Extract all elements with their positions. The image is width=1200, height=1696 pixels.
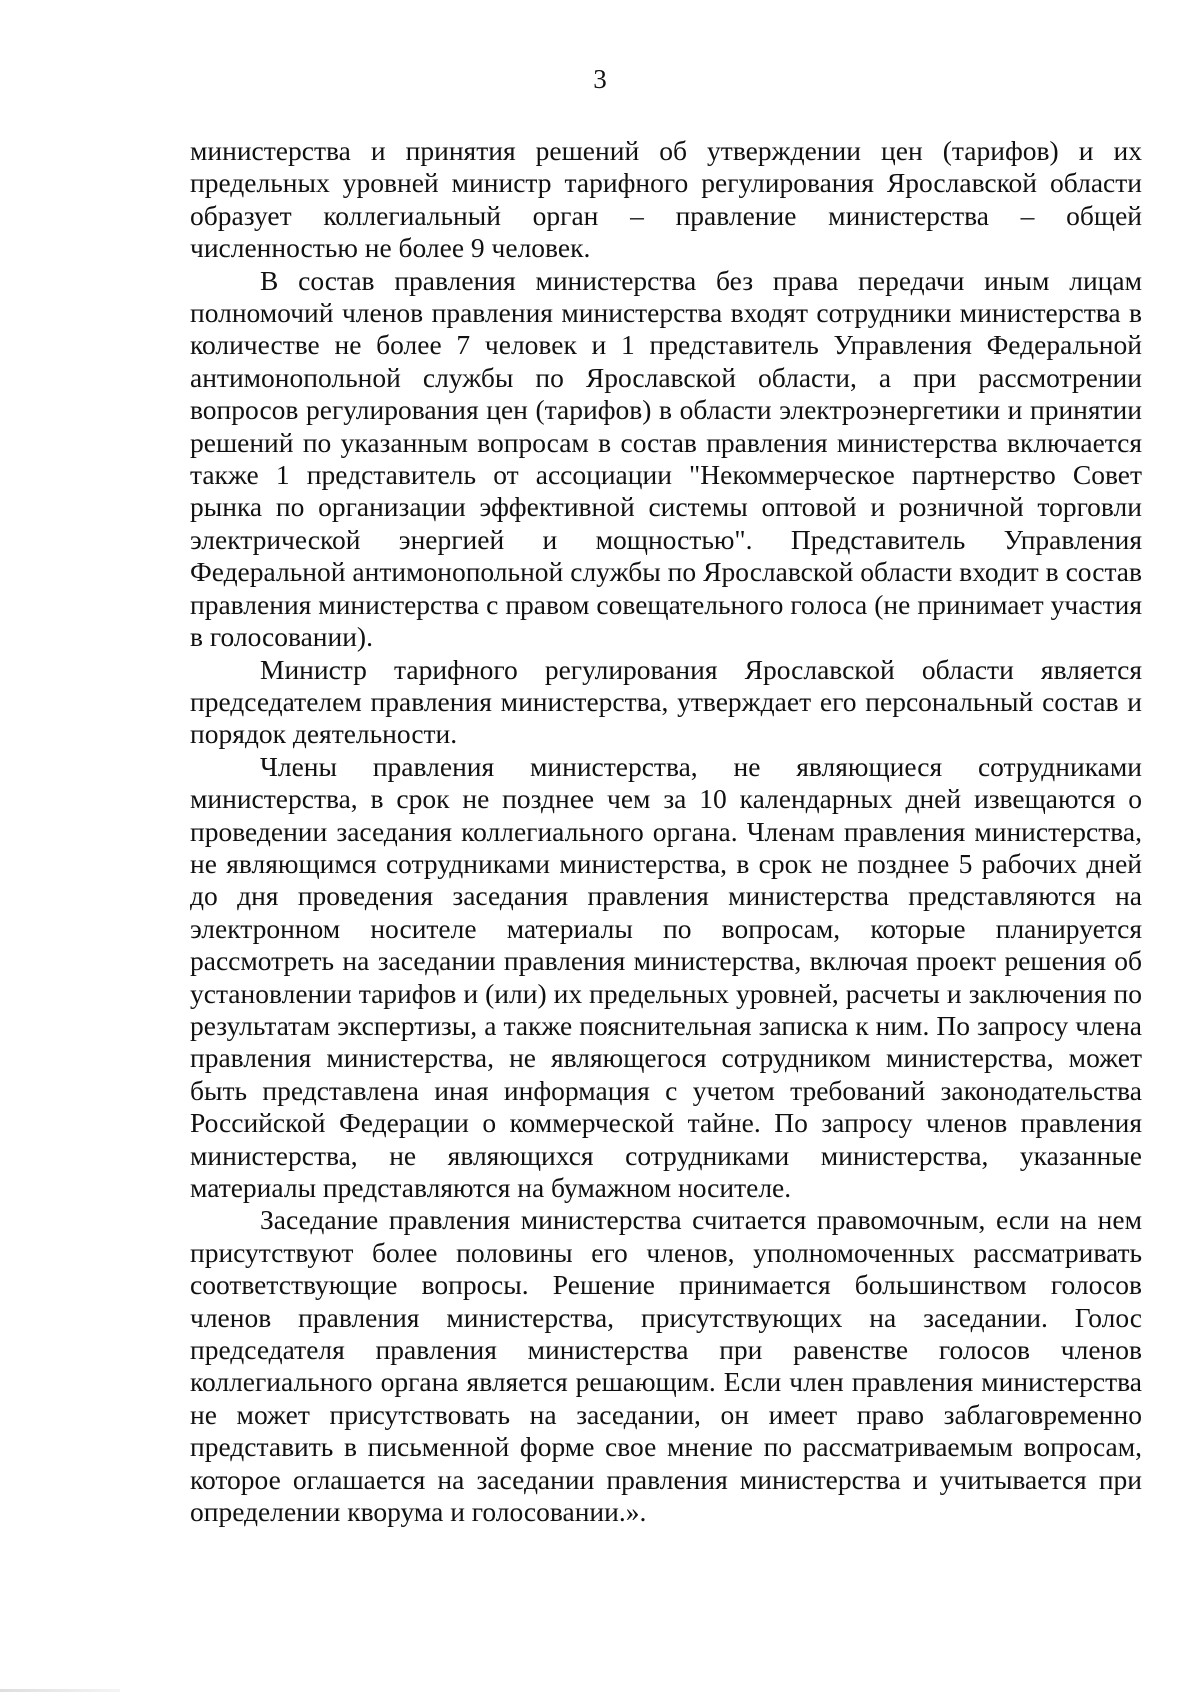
document-body: [190, 135, 1142, 1528]
paragraph-notification: Члены правления министерства, не являющиеся сотрудниками министерства, в срок не позднее чем за 10 календарных дней извещаются о проведении заседания коллегиального органа. Членам правления министерства, не являющимся сотрудниками министерства, в срок не позднее 5 рабочих дней до дня проведения заседания правления министерства представляются на электронном носителе материалы по вопросам, которые планируется рассмотреть на заседании правления министерства, включая проект решения об установлении тарифов и (или) их предельных уровней, расчеты и заключения по результатам экспертизы, а также пояснительная записка к ним. По запросу члена правления министерства, не являющегося сотрудником министерства, может быть представлена иная информация с учетом требований законодательства Российской Федерации о коммерческой тайне. По запросу членов правления министерства, не являющихся сотрудниками министерства, указанные материалы представляются на бумажном носителе.: [190, 750, 1142, 1203]
scan-artifact: [0, 1689, 120, 1692]
paragraph-chairman: Министр тарифного регулирования Ярославской области является председателем правления министерства, утверждает его персональный состав и порядок деятельности.: [190, 653, 1142, 750]
paragraph-continuation: министерства и принятия решений об утверждении цен (тарифов) и их предельных уровней министр тарифного регулирования Ярославской области образует коллегиальный орган – правление министерства – общей численностью не более 9 человек.: [190, 135, 1142, 264]
paragraph-board-composition: В состав правления министерства без права передачи иным лицам полномочий членов правления министерства входят сотрудники министерства в количестве не более 7 человек и 1 представитель Управления Федеральной антимонопольной службы по Ярославской области, а при рассмотрении вопросов регулирования цен (тарифов) в области электроэнергетики и принятии решений по указанным вопросам в состав правления министерства включается также 1 представитель от ассоциации "Некоммерческое партнерство Совет рынка по организации эффективной системы оптовой и розничной торговли электрической энергией и мощностью". Представитель Управления Федеральной антимонопольной службы по Ярославской области входит в состав правления министерства с правом совещательного голоса (не принимает участия в голосовании).: [190, 264, 1142, 653]
paragraph-quorum: Заседание правления министерства считается правомочным, если на нем присутствуют более половины его членов, уполномоченных рассматривать соответствующие вопросы. Решение принимается большинством голосов членов правления министерства, присутствующих на заседании. Голос председателя правления министерства при равенстве голосов членов коллегиального органа является решающим. Если член правления министерства не может присутствовать на заседании, он имеет право заблаговременно представить в письменной форме свое мнение по рассматриваемым вопросам, которое оглашается на заседании правления министерства и учитывается при определении кворума и голосовании.».: [190, 1204, 1142, 1528]
page-number: 3: [593, 64, 607, 94]
